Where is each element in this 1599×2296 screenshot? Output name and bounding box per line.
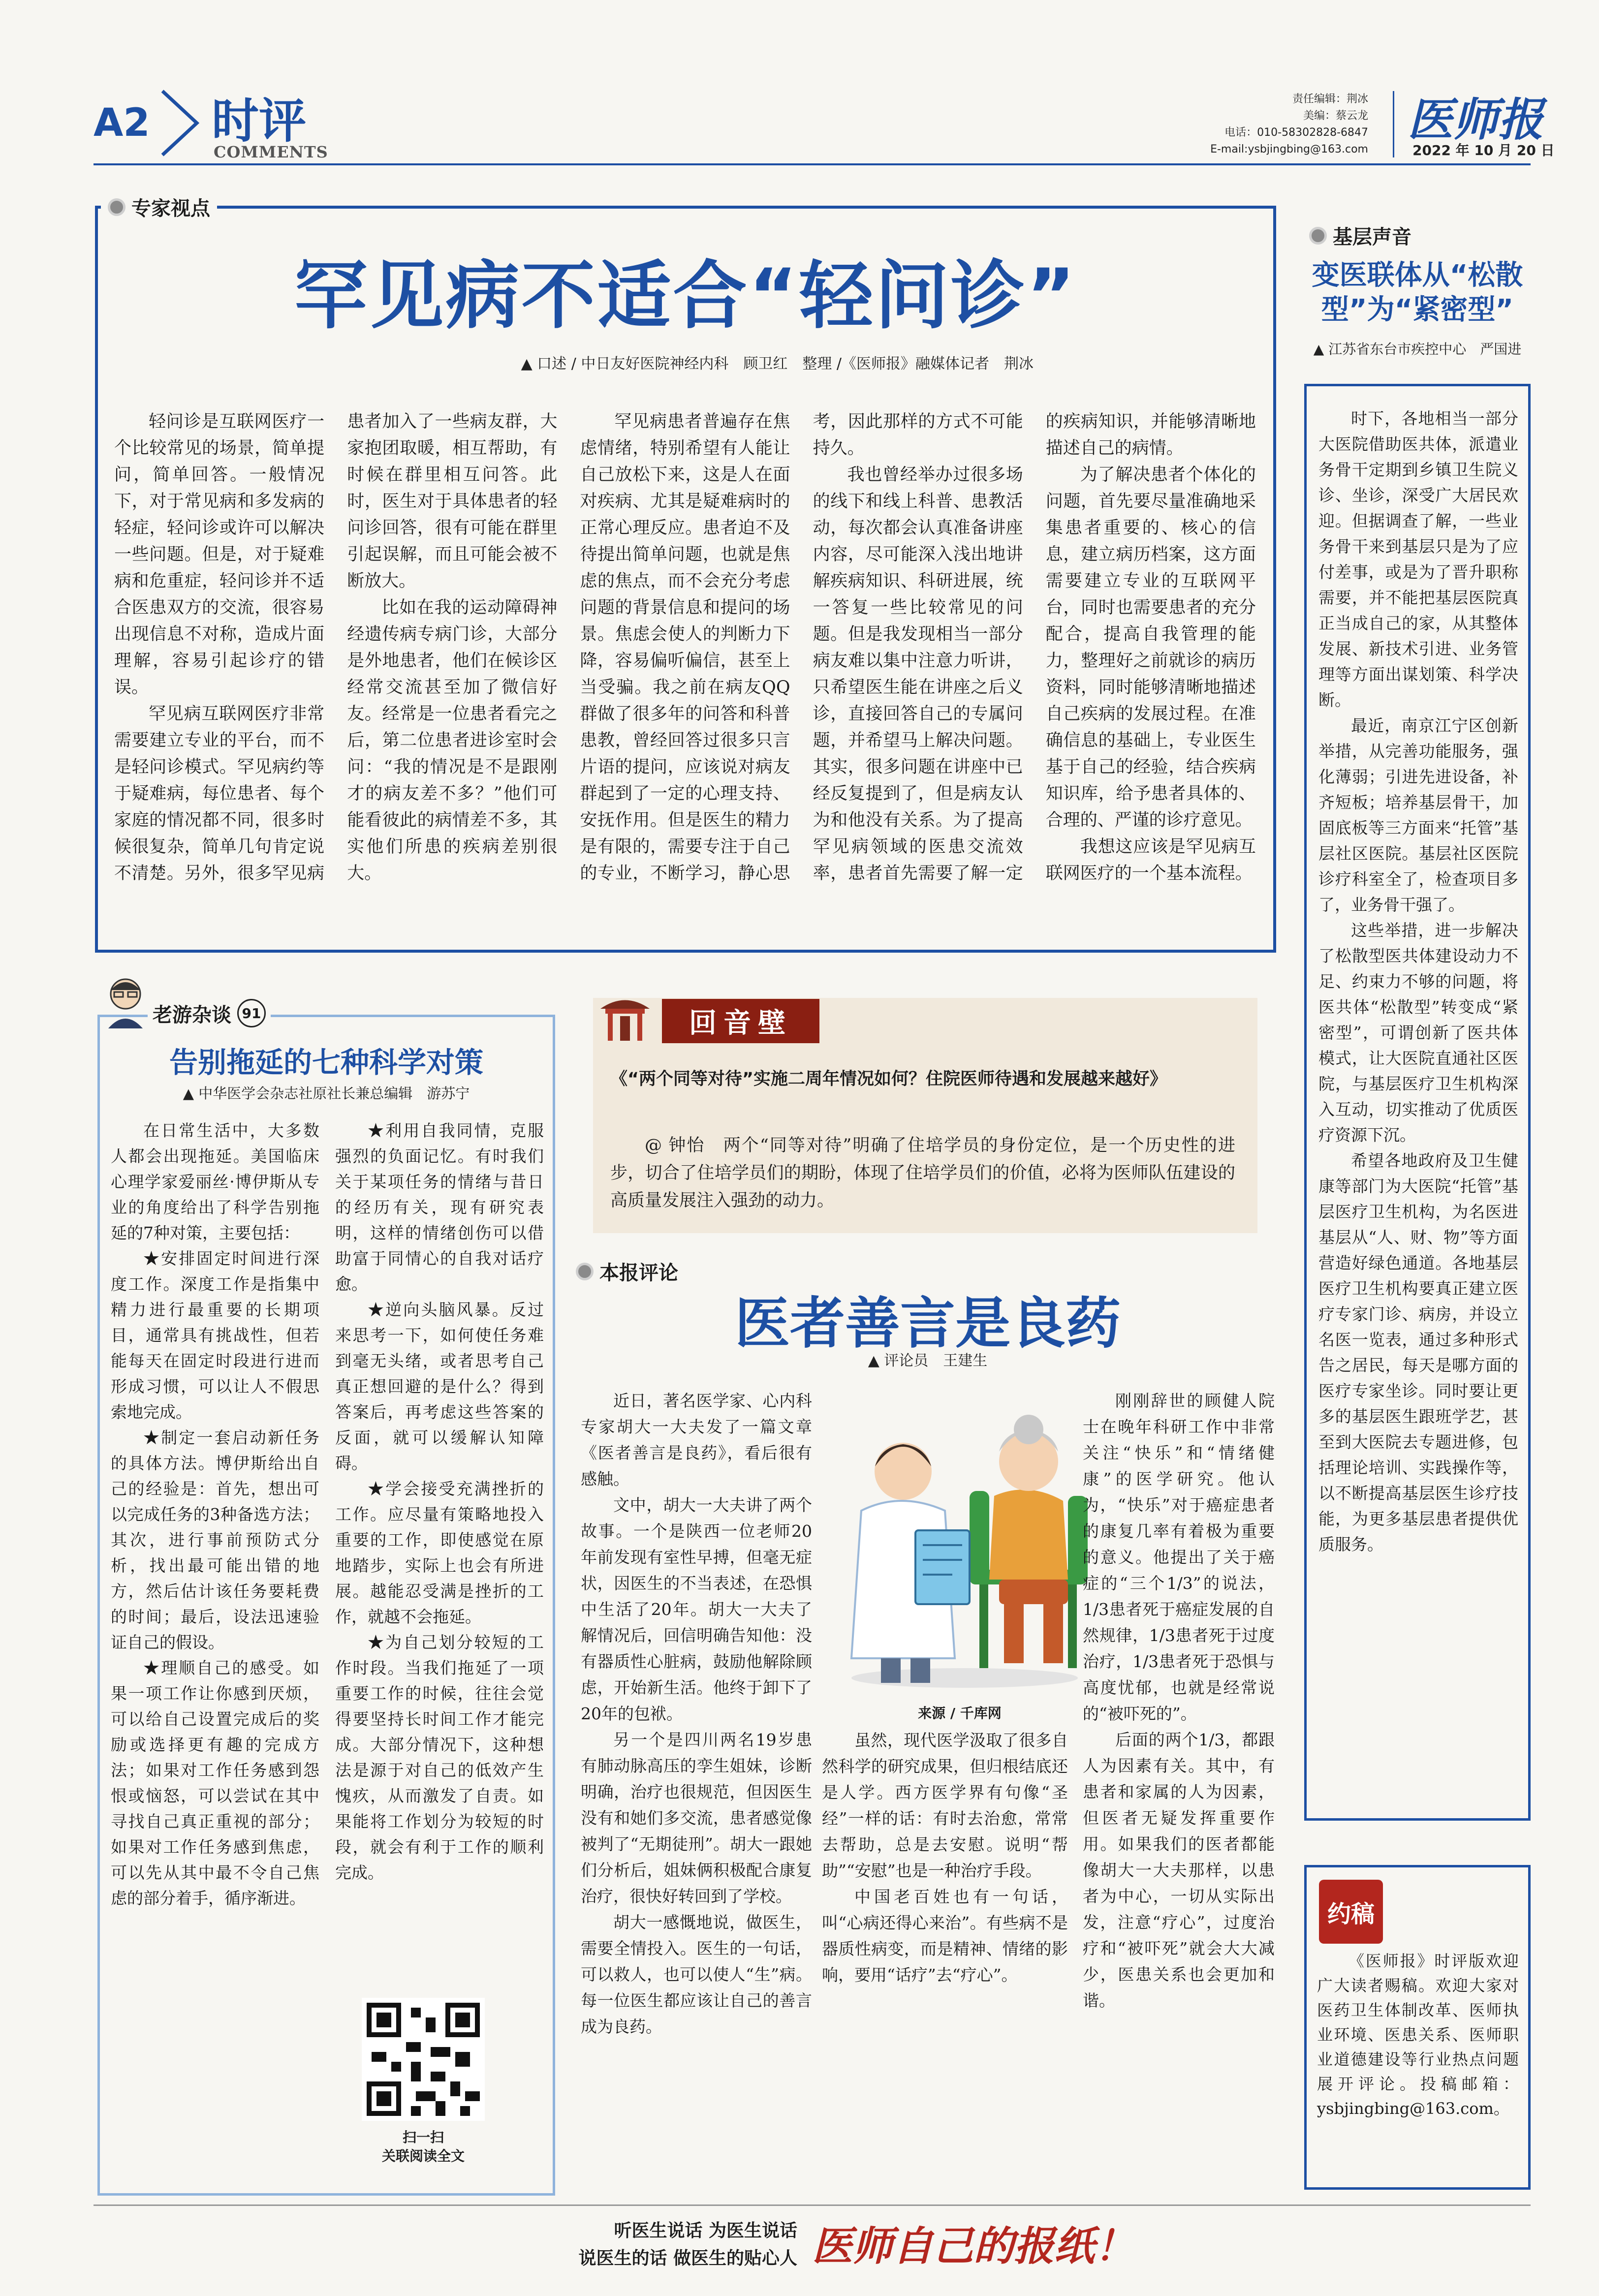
footer-slogan: 说医生的话 做医生的贴心人: [578, 2248, 797, 2268]
expert-headline: 罕见病不适合“轻问诊”: [294, 253, 1077, 339]
designer-credit: 美编：蔡云龙: [1303, 110, 1368, 122]
grassroots-paragraph: 希望各地政府及卫生健康等部门为大医院“托管”基层医疗卫生机构，为名医进基层从“人、财、物”等方面营造好绿色通道。各地基层医疗卫生机构要真正建立医疗专家门诊、病房，并设立名医一览表，通过多种形式告之居民，每天是哪方面的医疗专家坐诊。同时要让更多的基层医生跟班学艺，甚至到大医院去专题进修，包括理论培训、实践操作等，以不断提高基层医生诊疗技能，为更多基层患者提供优质服务。: [1318, 1151, 1518, 1554]
editorial-paragraph: 虽然，现代医学汲取了很多自然科学的研究成果，但归根结底还是人学。西方医学界有句像“圣经”一样的话：有时去治愈，常常去帮助，总是去安慰。说明“帮助”“安慰”也是一种治疗手段。: [822, 1731, 1068, 1880]
editorial-center-column: [822, 1727, 1068, 2190]
editorial-paragraph: 刚刚辞世的顾健人院士在晚年科研工作中非常关注“快乐”和“情绪健康”的医学研究。他认为，“快乐”对于癌症患者的康复几率有着极为重要的意义。他提出了关于癌症的“三个1/3”的说法，1/3患者死于癌症发展的自然规律，1/3患者死于过度治疗，1/3患者死于恐惧与高度忧郁，也就是经常说的“被吓死的”。: [1083, 1391, 1275, 1723]
laoyou-paragraph: ★学会接受充满挫折的工作。应尽量有策略地投入重要的工作，即使感觉在原地踏步，实际上也会有所进展。越能忍受满是挫折的工作，就越不会拖延。: [335, 1479, 544, 1626]
section-title: 时评: [212, 93, 306, 149]
grassroots-label: 基层声音: [1333, 226, 1411, 248]
bullet-icon: [108, 198, 125, 216]
grassroots-paragraph: 这些举措，进一步解决了松散型医共体建设动力不足、约束力不够的问题，将医共体“松散型”转变成“紧密型”，可谓创新了医共体模式，让大医院直通社区医院，与基层医疗卫生机构深入互动，切实推动了优质医疗资源下沉。: [1318, 921, 1518, 1145]
grassroots-box: [1304, 384, 1531, 1821]
laoyou-paragraph: ★逆向头脑风暴。反过来思考一下，如何使任务难到毫无头绪，或者思考自己真正想回避的是什么？得到答案后，再考虑这些答案的反面，就可以缓解认知障碍。: [335, 1300, 544, 1473]
laoyou-paragraph: ★理顺自己的感受。如果一项工作让你感到厌烦，可以给自己设置完成后的奖励或选择更有趣的完成方法；如果对工作任务感到怨恨或恼怒，可以尝试在其中寻找自己真正重视的部分；如果对工作任务感到焦虑，可以先从其中最不令自己焦虑的部分着手，循序渐进。: [111, 1658, 319, 1908]
expert-view-label: 专家视点: [131, 197, 210, 220]
header-rule: [94, 163, 1531, 165]
editorial-left-column: [581, 1388, 812, 2185]
footer-tagline: 医师自己的报纸！: [812, 2223, 1135, 2270]
editorial-paragraph: 胡大一感慨地说，做医生，需要全情投入。医生的一句话，可以救人，也可以使人“生”病。每一位医生都应该让自己的善言成为良药。: [581, 1913, 812, 2036]
laoyou-body: [111, 1118, 544, 2122]
page-number: A2: [94, 101, 150, 145]
author-avatar-icon: [103, 974, 148, 1028]
expert-paragraph: 罕见病患者普遍存在焦虑情绪，特别希望有人能让自己放松下来，这是人在面对疾病、尤其是疑难病时的正常心理反应。患者迫不及待提出简单问题，也就是焦虑的焦点，而不会充分考虑问题的背景信息和提问的场景。焦虑会使人的判断力下降，容易偏听偏信，甚至上当受骗。我之前在病友QQ群做了很多年的问答和科普患教，曾经回答过很多只言片语的提问，应该说对病友群起到了一定的心理支持、安抚作用。但是医生的精力是有限的，需要专注于自己的专业，不断学习，静心思考，因此那样的方式不可能持久。: [580, 412, 1023, 883]
echo-wall-banner: [662, 999, 819, 1043]
laoyou-label: 老游杂谈: [153, 1003, 231, 1026]
footer-slogans: [502, 2217, 797, 2272]
issue-date: 2022 年 10 月 20 日: [1412, 142, 1555, 158]
header-divider: [1393, 91, 1394, 157]
echo-wall-body: @ 钟怡 两个“同等对待”明确了住培学员的身份定位，是一个历史性的进步，切合了住培学员们的期盼，体现了住培学员们的价值，必将为医师队伍建设的高质量发展注入强劲的动力。: [610, 1136, 1235, 1210]
submission-stamp: [1319, 1880, 1383, 1944]
submission-stamp-text: 约稿: [1327, 1900, 1375, 1928]
qr-caption-read: 关联阅读全文: [381, 2148, 465, 2164]
editorial-right-column: [1083, 1388, 1275, 2185]
section-subtitle: COMMENTS: [214, 143, 328, 161]
qr-caption-scan: 扫一扫: [402, 2129, 444, 2145]
editorial-paragraph: 中国老百姓也有一句话，叫“心病还得心来治”。有些病不是器质性病变，而是精神、情绪的影响，要用“话疗”去“疗心”。: [822, 1887, 1068, 1985]
expert-paragraph: 我也曾经举办过很多场的线下和线上科普、患教活动，每次都会认真准备讲座内容，尽可能深入浅出地讲解疾病知识、科研进展，统一答复一些比较常见的问题。但是我发现相当一部分病友难以集中注意力听讲，只希望医生能在讲座之后义诊，直接回答自己的专属问题，并希望马上解决问题。其实，很多问题在讲座中已经反复提到了，但是病友认为和他没有关系。为了提高罕见病领域的医患交流效率，患者首先需要了解一定的疾病知识，并能够清晰地描述自己的病情。: [813, 412, 1256, 883]
bullet-icon: [1309, 227, 1327, 245]
editorial-paragraph: 近日，著名医学家、心内科专家胡大一大夫发了一篇文章《医者善言是良药》，看后很有感触。: [581, 1391, 812, 1489]
editorial-paragraph: 文中，胡大一大夫讲了两个故事。一个是陕西一位老师20年前发现有室性早搏，但毫无症状，因医生的不当表述，在恐惧中生活了20年。胡大一大夫了解情况后，回信明确告知他：没有器质性心脏病，鼓励他解除顾虑，开始新生活。他终于卸下了20年的包袱。: [581, 1495, 812, 1723]
issue-number: 91: [242, 1005, 261, 1022]
editorial-paragraph: 后面的两个1/3，都跟人为因素有关。其中，有患者和家属的人为因素，但医者无疑发挥重要作用。如果我们的医者都能像胡大一大夫那样，以患者为中心，一切从实际出发，注意“疗心”，过度治疗和“被吓死”就会大大减少，医患关系也会更加和谐。: [1083, 1730, 1275, 2010]
chevron-right-icon: [157, 89, 202, 157]
doctor-patient-illustration: [822, 1383, 1097, 1698]
laoyou-tag: [148, 999, 271, 1027]
expert-paragraph: 轻问诊是互联网医疗一个比较常见的场景，简单提问，简单回答。一般情况下，对于常见病和多发病的轻症，轻问诊或许可以解决一些问题。但是，对于疑难病和危重症，轻问诊并不适合医患双方的交流，很容易出现信息不对称，造成片面理解，容易引起诊疗的错误。: [114, 412, 325, 697]
footer-slogan: 听医生说话 为医生说话: [614, 2220, 797, 2241]
masthead-logo: 医师报: [1408, 93, 1544, 146]
laoyou-paragraph: ★利用自我同情，克服强烈的负面记忆。有时我们关于某项任务的情绪与昔日的经历有关，现有研究表明，这样的情绪创伤可以借助富于同情心的自我对话疗愈。: [335, 1121, 544, 1294]
expert-paragraph: 罕见病互联网医疗非常需要建立专业的平台，而不是轻问诊模式。罕见病约等于疑难病，每位患者、每个家庭的情况都不同，很多时候很复杂，简单几句肯定说不清楚。另外，很多罕见病患者加入了一些病友群，大家抱团取暖，相互帮助，有时候在群里相互问答。此时，医生对于具体患者的轻问诊回答，很有可能在群里引起误解，而且可能会被不断放大。: [114, 412, 558, 883]
laoyou-byline: ▲ 中华医学会杂志社原社长兼总编辑 游苏宁: [183, 1085, 470, 1102]
phone: 电话：010-58302828-6847: [1224, 126, 1368, 139]
editorial-byline: ▲ 评论员 王建生: [868, 1352, 988, 1369]
laoyou-paragraph: ★安排固定时间进行深度工作。深度工作是指集中精力进行最重要的长期项目，通常具有挑战性，但若能每天在固定时段进行进而形成习惯，可以让人不假思索地完成。: [111, 1249, 319, 1422]
pavilion-icon: [598, 989, 652, 1043]
expert-byline: ▲ 口述 / 中日友好医院神经内科 顾卫红 整理 /《医师报》融媒体记者 荆冰: [521, 355, 1034, 372]
expert-paragraph: 我想这应该是罕见病互联网医疗的一个基本流程。: [1045, 837, 1256, 883]
grassroots-paragraph: 时下，各地相当一部分大医院借助医共体，派遣业务骨干定期到乡镇卫生院义诊、坐诊，深受广大居民欢迎。但据调查了解，一些业务骨干来到基层只是为了应付差事，或是为了晋升职称需要，并不能把基层医院真正当成自己的家，从其整体发展、新技术引进、业务管理等方面出谋划策、科学决断。: [1318, 409, 1518, 710]
header-credits: [1132, 91, 1368, 158]
echo-wall-headline: 《“两个同等对待”实施二周年情况如何？住院医师待遇和发展越来越好》: [610, 1069, 1167, 1089]
call-for-papers-text: 《医师报》时评版欢迎广大读者赐稿。欢迎大家对医药卫生体制改革、医师执业环境、医患关系、医师职业道德建设等行业热点问题展开评论。投稿邮箱：ysbjingbing@163.com。: [1317, 1952, 1519, 2118]
expert-body: [114, 408, 1256, 940]
editorial-headline: 医者善言是良药: [735, 1292, 1121, 1356]
email: E-mail:ysbjingbing@163.com: [1210, 143, 1368, 155]
expert-paragraph: 比如在我的运动障碍神经遗传病专病门诊，大部分是外地患者，他们在候诊区经常交流甚至加了微信好友。经常是一位患者看完之后，第二位患者进诊室时会问：“我的情况是不是跟刚才的病友差不多？”他们可能看彼此的病情差不多，其实他们所患的疾病差别很大。: [347, 598, 558, 883]
issue-badge: [237, 999, 266, 1027]
expert-view-tag: [101, 193, 217, 221]
page-header: [0, 0, 1599, 172]
laoyou-paragraph: ★为自己划分较短的工作时段。当我们拖延了一项重要工作的时候，往往会觉得要坚持长时间工作才能完成。大部分情况下，这种想法是源于对自己的低效产生愧疚，从而激发了自责。如果能将工作划分为较短的时段，就会有利于工作的顺利完成。: [335, 1633, 544, 1882]
echo-wall-title: 回音壁: [689, 1007, 792, 1039]
expert-paragraph: 为了解决患者个体化的问题，首先要尽量准确地采集患者重要的、核心的信息，建立病历档案，这方面需要建立专业的互联网平台，同时也需要患者的充分配合，提高自我管理的能力，整理好之前就诊的病历资料，同时能够清晰地描述自己疾病的发展过程。在准确信息的基础上，专业医生基于自己的经验，结合疾病知识库，给予患者具体的、合理的、严谨的诊疗意见。: [1045, 465, 1256, 830]
bullet-icon: [576, 1263, 594, 1280]
grassroots-headline: 变医联体从“松散型”为“紧密型”: [1312, 259, 1523, 326]
qr-code[interactable]: [362, 1998, 485, 2121]
laoyou-paragraph: ★制定一套启动新任务的具体方法。博伊斯给出自己的经验是：首先，想出可以完成任务的3种备选方法；其次，进行事前预防式分析，找出最可能出错的地方，然后估计该任务要耗费的时间；最后，设法迅速验证自己的假设。: [111, 1428, 319, 1652]
grassroots-byline: ▲ 江苏省东台市疾控中心 严国进: [1313, 341, 1522, 357]
editor-credit: 责任编辑：荆冰: [1292, 93, 1368, 105]
laoyou-headline: 告别拖延的七种科学对策: [169, 1046, 483, 1079]
grassroots-paragraph: 最近，南京江宁区创新举措，从完善功能服务，强化薄弱；引进先进设备，补齐短板；培养基层骨干，加固底板等三方面来“托管”基层社区医院。基层社区医院诊疗科室全了，检查项目多了，业务骨干强了。: [1318, 716, 1518, 914]
editorial-paragraph: 另一个是四川两名19岁患有肺动脉高压的孪生姐妹，诊断明确，治疗也很规范，但因医生没有和她们多交流，患者感觉像被判了“无期徒刑”。胡大一跟她们分析后，姐妹俩积极配合康复治疗，很快好转回到了学校。: [581, 1730, 812, 1906]
image-caption: 来源 / 千库网: [918, 1705, 1002, 1721]
footer-rule: [94, 2204, 1531, 2206]
grassroots-tag: [1309, 221, 1411, 249]
laoyou-paragraph: 在日常生活中，大多数人都会出现拖延。美国临床心理学家爱丽丝·博伊斯从专业的角度给出了科学告别拖延的7种对策，主要包括：: [111, 1121, 319, 1242]
editorial-label: 本报评论: [599, 1262, 678, 1284]
